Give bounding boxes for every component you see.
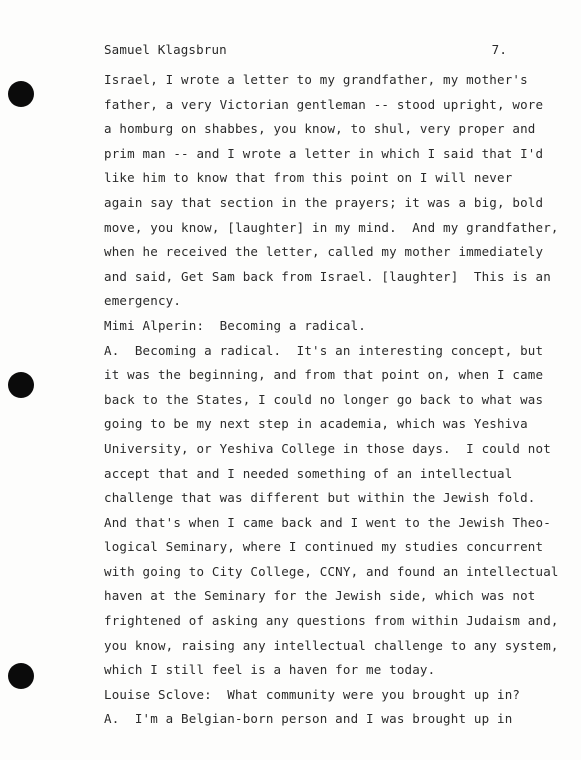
text-line: accept that and I needed something of an intellectual bbox=[104, 465, 513, 481]
text-line: A. Becoming a radical. It's an interesting concept, but bbox=[104, 342, 544, 358]
text-line: And that's when I came back and I went to the Jewish Theo- bbox=[104, 514, 551, 530]
text-line: it was the beginning, and from that point on, when I came bbox=[104, 367, 544, 383]
text-line: which I still feel is a haven for me today. bbox=[104, 662, 436, 678]
text-line: A. I'm a Belgian-born person and I was brought up in bbox=[104, 711, 513, 727]
binder-hole-bottom bbox=[8, 663, 34, 689]
text-line: move, you know, [laughter] in my mind. And my grandfather, bbox=[104, 219, 559, 235]
text-line: and said, Get Sam back from Israel. [laughter] This is an bbox=[104, 268, 551, 284]
page-header bbox=[104, 42, 507, 62]
text-line: Israel, I wrote a letter to my grandfather, my mother's bbox=[104, 72, 528, 87]
binder-hole-middle bbox=[8, 372, 34, 398]
text-line: logical Seminary, where I continued my studies concurrent bbox=[104, 539, 544, 555]
text-line: you know, raising any intellectual challenge to any system, bbox=[104, 637, 559, 653]
speaker-line: Mimi Alperin: Becoming a radical. bbox=[104, 317, 366, 333]
transcript-body bbox=[104, 68, 559, 732]
text-line: when he received the letter, called my mother immediately bbox=[104, 244, 544, 260]
text-line: haven at the Seminary for the Jewish side, which was not bbox=[104, 588, 536, 604]
binder-hole-top bbox=[8, 81, 34, 107]
text-line: emergency. bbox=[104, 293, 182, 309]
speaker-line: Louise Sclove: What community were you brought up in? bbox=[104, 686, 521, 702]
page-number: 7. bbox=[491, 42, 507, 57]
text-line: a homburg on shabbes, you know, to shul, very proper and bbox=[104, 121, 536, 137]
text-line: University, or Yeshiva College in those days. I could not bbox=[104, 440, 551, 456]
text-line: father, a very Victorian gentleman -- stood upright, wore bbox=[104, 96, 544, 112]
text-line: with going to City College, CCNY, and found an intellectual bbox=[104, 563, 559, 579]
text-line: prim man -- and I wrote a letter in which I said that I'd bbox=[104, 145, 544, 161]
text-line: like him to know that from this point on I will never bbox=[104, 170, 513, 186]
text-line: challenge that was different but within the Jewish fold. bbox=[104, 490, 536, 506]
text-line: going to be my next step in academia, which was Yeshiva bbox=[104, 416, 528, 432]
text-line: back to the States, I could no longer go back to what was bbox=[104, 391, 544, 407]
text-line: frightened of asking any questions from within Judaism and, bbox=[104, 613, 559, 629]
text-line: again say that section in the prayers; it was a big, bold bbox=[104, 194, 544, 210]
header-name: Samuel Klagsbrun bbox=[104, 42, 227, 57]
